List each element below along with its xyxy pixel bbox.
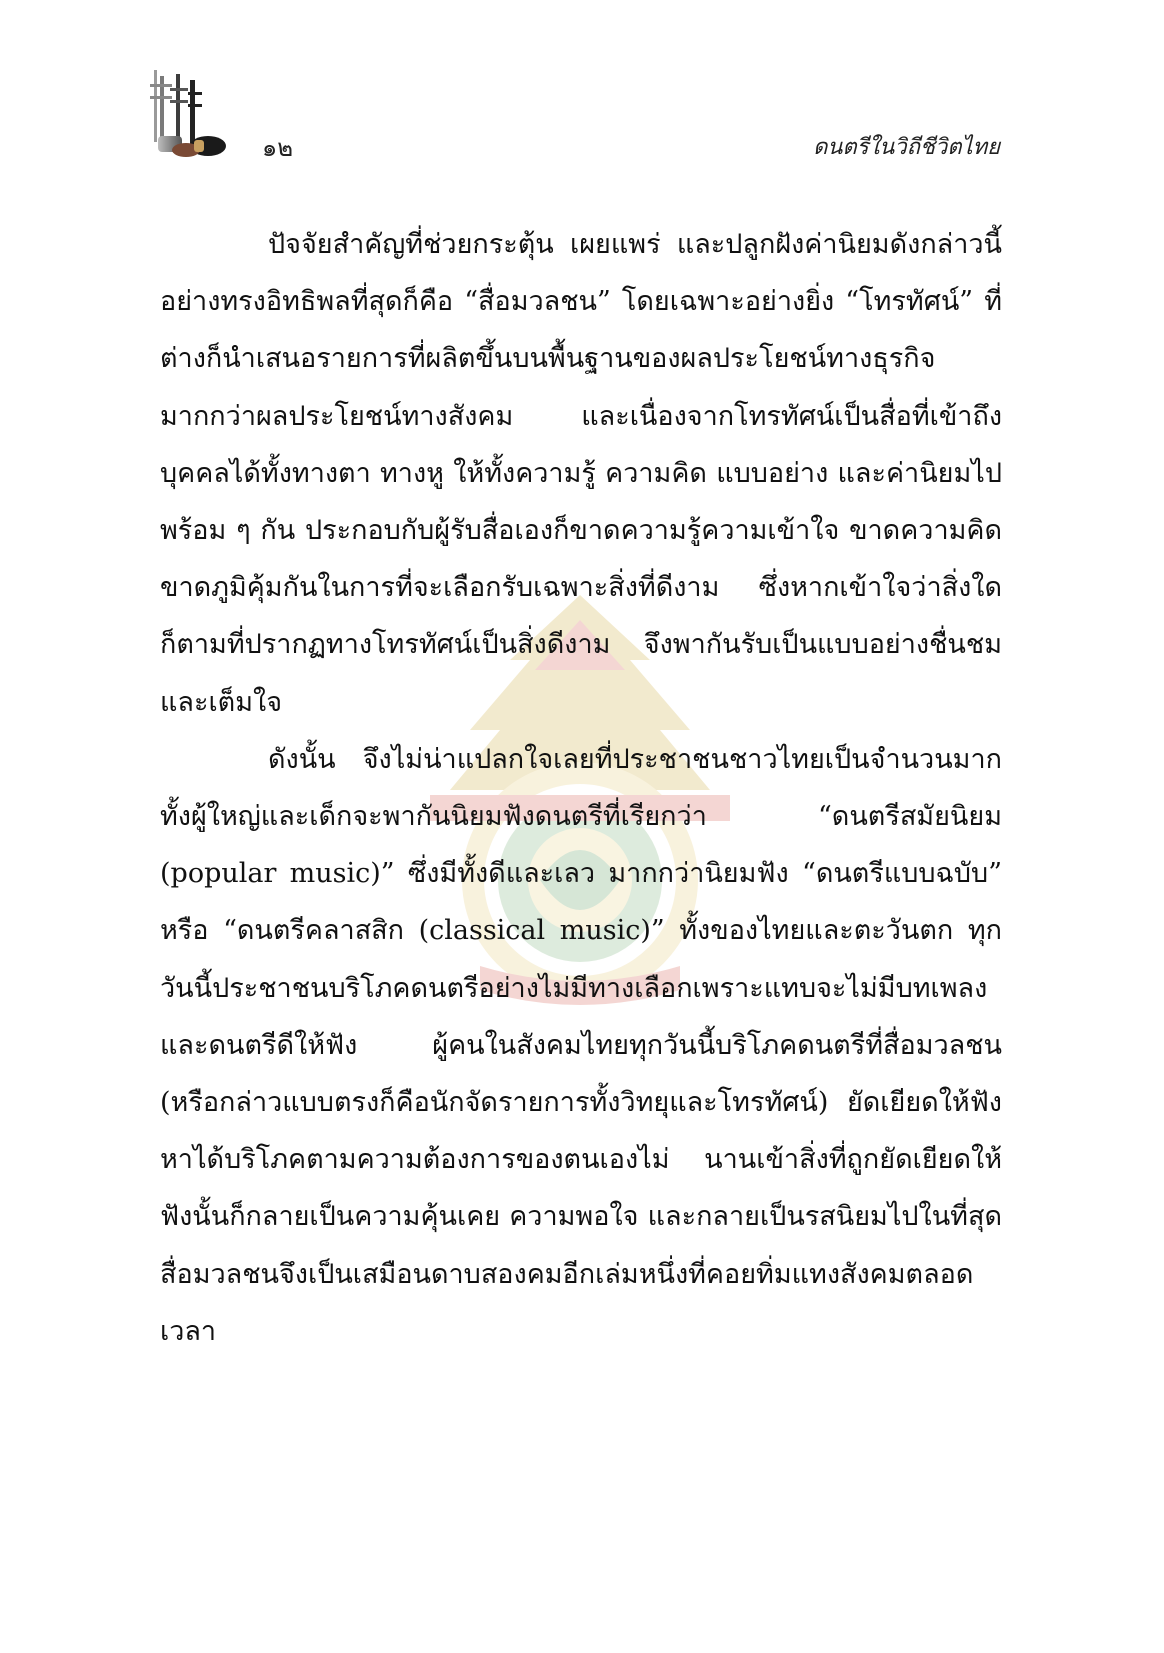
thai-fiddle-instruments-icon [150,70,250,160]
body-text [160,216,1002,1360]
page-number: ๑๒ [262,134,294,162]
page-header [150,60,1000,170]
paragraph: ดังนั้น จึงไม่น่าแปลกใจเลยที่ประชาชนชาวไทยเป็นจำนวนมากทั้งผู้ใหญ่และเด็กจะพากันนิยมฟังดนตรีที่เรียกว่า “ดนตรีสมัยนิยม (popular music)” ซึ่งมีทั้งดีและเลว มากกว่านิยมฟัง “ดนตรีแบบฉบับ” หรือ “ดนตรีคลาสสิก (classical music)” ทั้งของไทยและตะวันตก ทุกวันนี้ประชาชนบริโภคดนตรีอย่างไม่มีทางเลือกเพราะแทบจะไม่มีบทเพลงและดนตรีดีให้ฟัง ผู้คนในสังคมไทยทุกวันนี้บริโภคดนตรีที่สื่อมวลชน (หรือกล่าวแบบตรงก็คือนักจัดรายการทั้งวิทยุและโทรทัศน์) ยัดเยียดให้ฟังหาได้บริโภคตามความต้องการของตนเองไม่ นานเข้าสิ่งที่ถูกยัดเยียดให้ฟังนั้นก็กลายเป็นความคุ้นเคย ความพอใจ และกลายเป็นรสนิยมไปในที่สุด สื่อมวลชนจึงเป็นเสมือนดาบสองคมอีกเล่มหนึ่งที่คอยทิ่มแทงสังคมตลอดเวลา [160,743,1002,1347]
paragraph: ปัจจัยสำคัญที่ช่วยกระตุ้น เผยแพร่ และปลูกฝังค่านิยมดังกล่าวนี้อย่างทรงอิทธิพลที่สุดก็คือ “สื่อมวลชน” โดยเฉพาะอย่างยิ่ง “โทรทัศน์” ที่ต่างก็นำเสนอรายการที่ผลิตขึ้นบนพื้นฐานของผลประโยชน์ทางธุรกิจมากกว่าผลประโยชน์ทางสังคม และเนื่องจากโทรทัศน์เป็นสื่อที่เข้าถึงบุคคลได้ทั้งทางตา ทางหู ให้ทั้งความรู้ ความคิด แบบอย่าง และค่านิยมไปพร้อม ๆ กัน ประกอบกับผู้รับสื่อเองก็ขาดความรู้ความเข้าใจ ขาดความคิด ขาดภูมิคุ้มกันในการที่จะเลือกรับเฉพาะสิ่งที่ดีงาม ซึ่งหากเข้าใจว่าสิ่งใดก็ตามที่ปรากฏทางโทรทัศน์เป็นสิ่งดีงาม จึงพากันรับเป็นแบบอย่างชื่นชมและเต็มใจ [160,229,1002,718]
running-title: ดนตรีในวิถีชีวิตไทย [813,135,1000,160]
